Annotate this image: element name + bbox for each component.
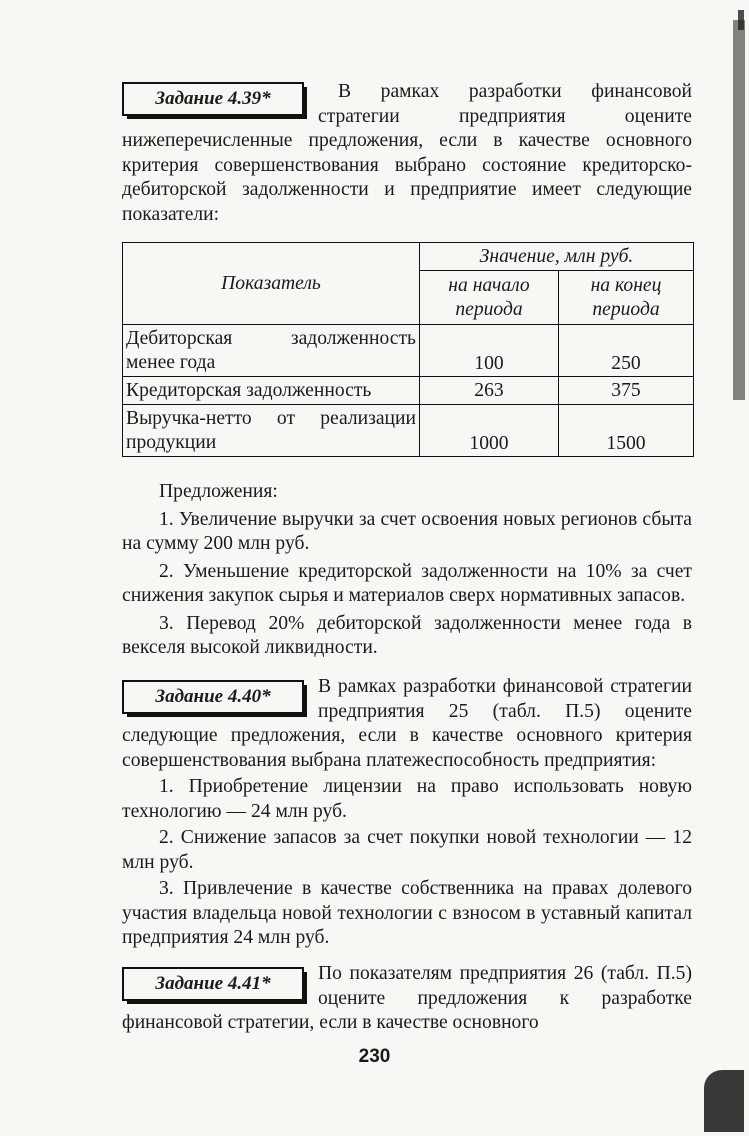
task-text-4-41: По показателям предприятия 26 (табл. П.5) оцените предложения к разработке финансовой стратегии, если в качестве основного [122,963,692,1033]
scan-edge-mark [738,10,744,30]
scan-edge-shadow [733,20,745,400]
header-value: Значение, млн руб. [420,243,694,271]
row-label: Кредиторская задолженность [123,377,420,405]
header-end: на конец периода [559,271,694,325]
task-label-4-40: Задание 4.40* [122,680,304,714]
header-indicator: Показатель [123,243,420,325]
proposal-item: 1. Увеличение выручки за счет освоения новых регионов сбыта на сумму 200 млн руб. [122,508,692,554]
table-row [123,405,694,457]
task-4-39 [122,80,692,227]
table-row [123,325,694,377]
task-label-4-39: Задание 4.39* [122,82,304,116]
task-text-4-40: В рамках разработки финансовой стратегии предприятия 25 (табл. П.5) оцените следующие предложения, если в качестве основного критерия совершенствования выбрана платежеспособность предприятия: [122,676,692,771]
task-4-40-item: 3. Привлечение в качестве собственника на правах долевого участия владельца новой технологии с взносом в уставный капитал предприятия 24 млн руб. [122,878,692,948]
task-4-40-item: 2. Снижение запасов за счет покупки новой технологии — 12 млн руб. [122,827,692,873]
proposals-heading: Предложения: [159,481,278,502]
row-start: 100 [420,325,559,377]
header-start: на начало периода [420,271,559,325]
indicators-table [122,242,694,457]
scan-corner-shadow [704,1070,744,1132]
table-row [123,377,694,405]
task-4-40-item: 1. Приобретение лицензии на право использовать новую технологию — 24 млн руб. [122,776,692,822]
row-start: 1000 [420,405,559,457]
row-label: Выручка-нетто от реализации продукции [123,405,420,457]
page-number: 230 [358,1046,391,1067]
task-text-4-39: В рамках разработки финансовой стратегии предприятия оцените нижеперечисленные предложения, если в качестве основного критерия совершенствования выбрано состояние кредиторско-дебиторской задолженности и предприятие имеет следующие показатели: [122,81,692,225]
proposal-item: 2. Уменьшение кредиторской задолженности на 10% за счет снижения закупок сырья и материалов сверх нормативных запасов. [122,560,692,606]
indicators-table-wrap [122,242,692,457]
proposal-item: 3. Перевод 20% дебиторской задолженности менее года в векселя высокой ликвидности. [122,612,692,658]
task-4-40 [122,675,692,951]
row-start: 263 [420,377,559,405]
row-end: 1500 [559,405,694,457]
row-end: 375 [559,377,694,405]
proposals-4-39 [122,480,692,661]
task-4-41 [122,962,692,1036]
row-label: Дебиторская задолженность менее года [123,325,420,377]
row-end: 250 [559,325,694,377]
task-label-4-41: Задание 4.41* [122,967,304,1001]
